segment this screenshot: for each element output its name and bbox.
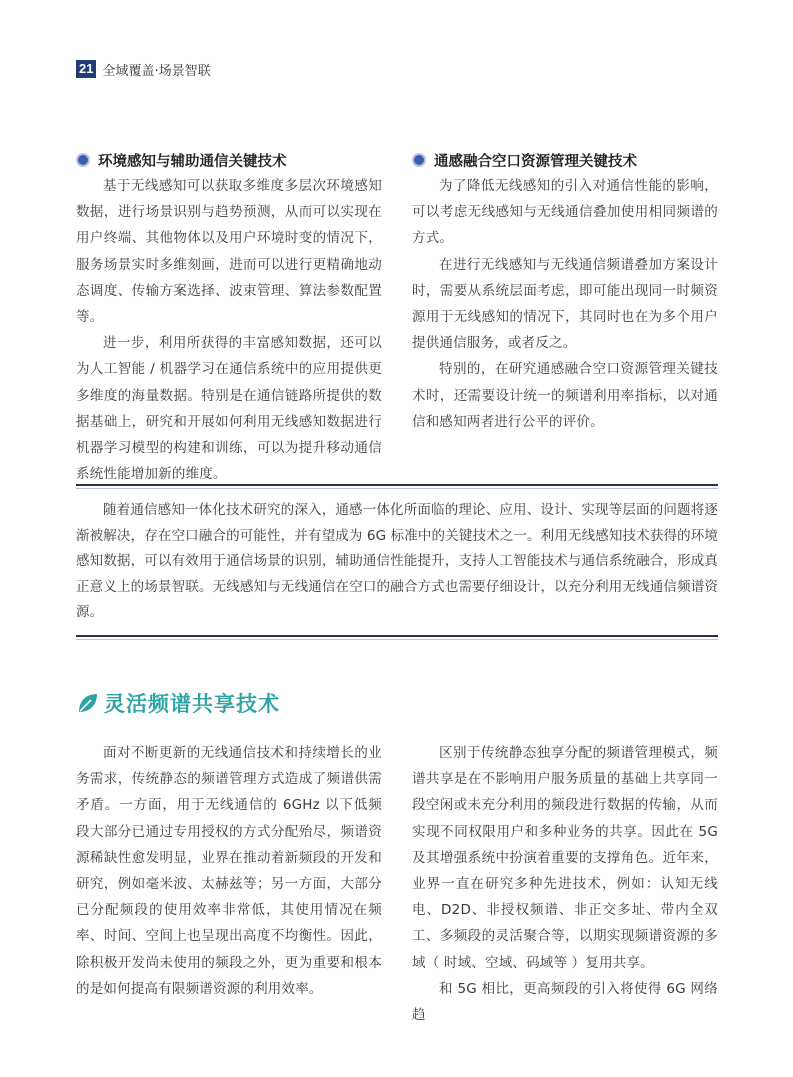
right-section	[412, 150, 718, 435]
paragraph: 在进行无线感知与无线通信频谱叠加方案设计时，需要从系统层面考虑，即可能出现同一时频资源用于无线感知的情况下，其同时也在为多个用户提供通信服务，或者反之。	[412, 256, 718, 352]
page-header	[76, 58, 211, 80]
section-title: 通感融合空口资源管理关键技术	[434, 153, 637, 170]
leaf-icon	[76, 691, 100, 715]
chapter-title: 灵活频谱共享技术	[104, 692, 280, 716]
section-title: 环境感知与辅助通信关键技术	[98, 153, 287, 170]
circle-bullet-icon	[412, 153, 426, 167]
paragraph: 基于无线感知可以获取多维度多层次环境感知数据，进行场景识别与趋势预测，从而可以实现在用户终端、其他物体以及用户环境时变的情况下，服务场景实时多维刻画，进而可以进行更精确地动态调度、传输方案选择、波束管理、算法参数配置等。	[76, 178, 382, 326]
running-title: 全域覆盖·场景智联	[102, 63, 211, 79]
page-number: 21	[76, 60, 96, 78]
summary-text: 随着通信感知一体化技术研究的深入，通感一体化所面临的理论、应用、设计、实现等层面的问题将逐渐被解决，存在空口融合的可能性，并有望成为 6G 标准中的关键技术之一。利用无线感知技术获得的环境感知数据，可以有效用于通信场景的识别，辅助通信性能提升，支持人工智能技术与通信系统融合，形成真正意义上的场景智联。无线感知与无线通信在空口的融合方式也需要仔细设计，以充分利用无线通信频谱资源。	[76, 502, 718, 620]
bottom-rule	[76, 635, 718, 640]
chapter-left-column	[76, 740, 382, 1002]
summary-box	[76, 484, 718, 640]
top-rule	[76, 484, 718, 489]
left-section	[76, 150, 382, 487]
section-heading	[412, 150, 718, 170]
chapter-heading	[76, 688, 280, 718]
paragraph: 区别于传统静态独享分配的频谱管理模式，频谱共享是在不影响用户服务质量的基础上共享同一段空闲或未充分利用的频段进行数据的传输，从而实现不同权限用户和多种业务的共享。因此在 5G 及其增强系统中扮演着重要的支撑角色。近年来，业界一直在研究多种先进技术，例如：认知无线电、D2D、非授权频谱、非正交多址、带内全双工、多频段的灵活聚合等，以期实现频谱资源的多域（ 时域、空域、码域等 ）复用共享。	[412, 745, 718, 971]
paragraph: 特别的，在研究通感融合空口资源管理关键技术时，还需要设计统一的频谱利用率指标，以对通信和感知两者进行公平的评价。	[412, 361, 718, 430]
section-heading	[76, 150, 382, 170]
paragraph: 和 5G 相比，更高频段的引入将使得 6G 网络趋	[412, 980, 718, 1024]
circle-bullet-icon	[76, 153, 90, 167]
paragraph: 进一步，利用所获得的丰富感知数据，还可以为人工智能 / 机器学习在通信系统中的应用提供更多维度的海量数据。特别是在通信链路所提供的数据基础上，研究和开展如何利用无线感知数据进行机器学习模型的构建和训练，可以为提升移动通信系统性能增加新的维度。	[76, 335, 382, 483]
chapter-right-column	[412, 740, 718, 1028]
paragraph: 为了降低无线感知的引入对通信性能的影响，可以考虑无线感知与无线通信叠加使用相同频谱的方式。	[412, 178, 718, 247]
paragraph: 面对不断更新的无线通信技术和持续增长的业务需求，传统静态的频谱管理方式造成了频谱供需矛盾。一方面，用于无线通信的 6GHz 以下低频段大部分已通过专用授权的方式分配殆尽，频谱资源稀缺性愈发明显，业界在推动着新频段的开发和研究，例如毫米波、太赫兹等；另一方面，大部分已分配频段的使用效率非常低，其使用情况在频率、时间、空间上也呈现出高度不均衡性。因此，除积极开发尚未使用的频段之外，更为重要和根本的是如何提高有限频谱资源的利用效率。	[76, 745, 382, 997]
